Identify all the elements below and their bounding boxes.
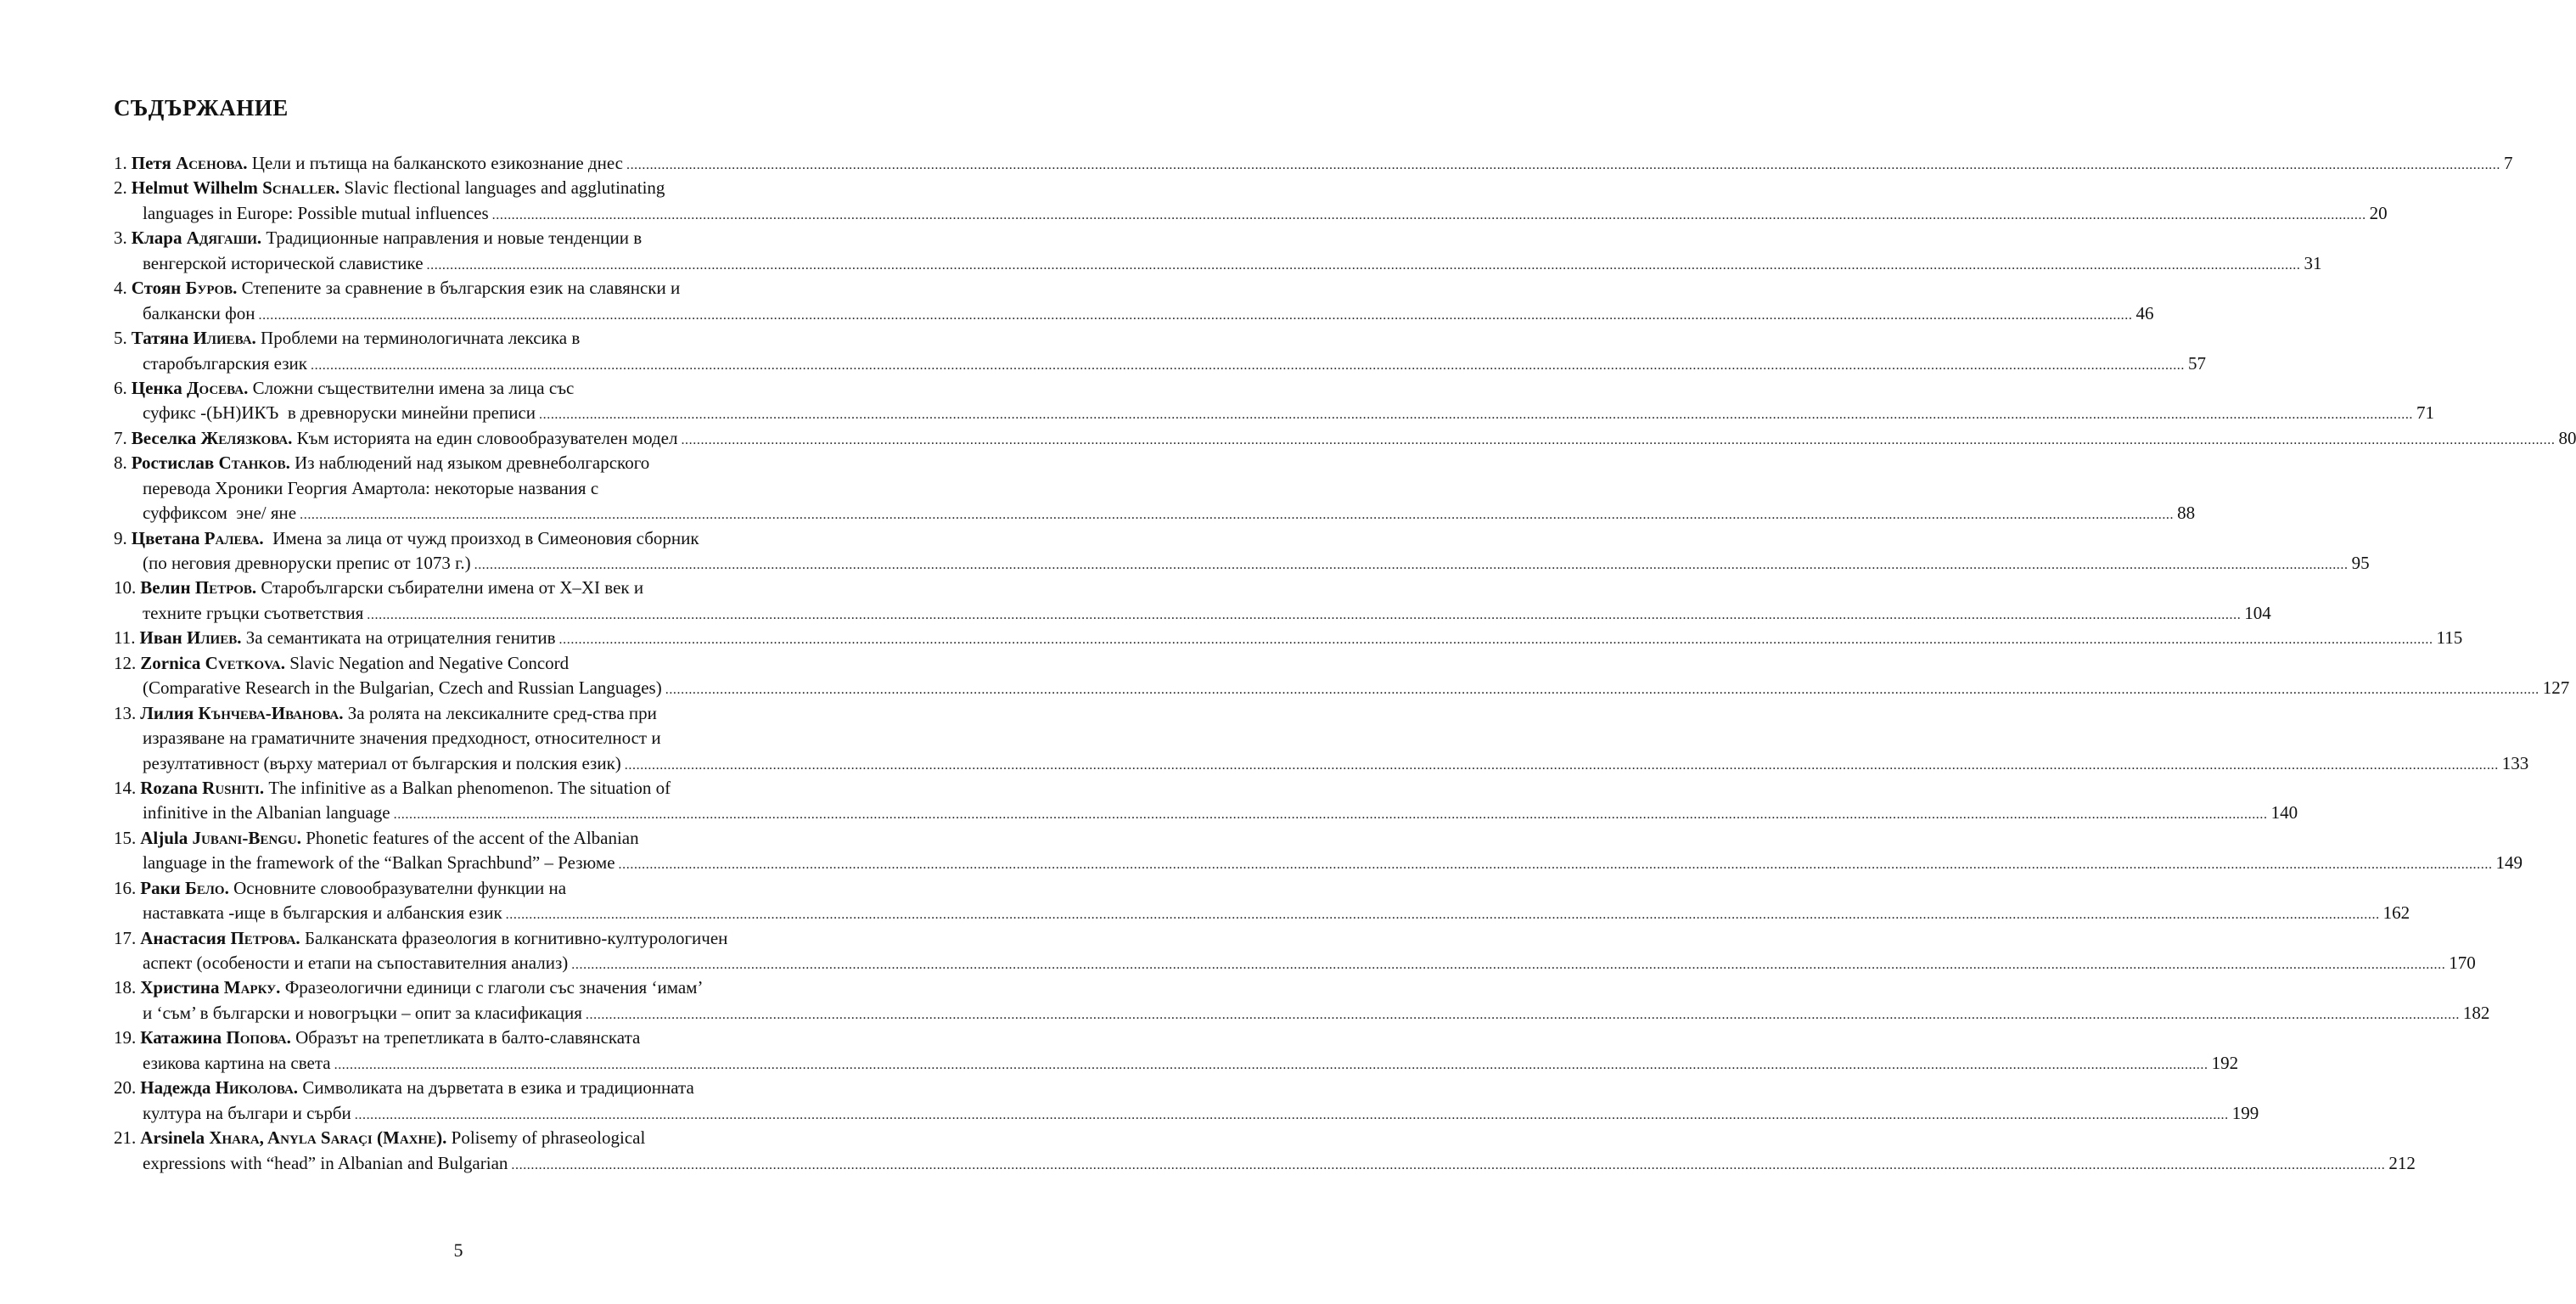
entry-title: Към историята на един словообразувателен модел xyxy=(296,427,678,448)
dot-leader: ................................................................................................................................................................................................................................................................................................................................................................................................................................................................................................ xyxy=(511,1157,2386,1172)
entry-page-number: 88 xyxy=(2177,503,2196,524)
author-first-name: Rozana xyxy=(140,777,198,798)
entry-title: Старобългарски събирателни имена от X–XI век и xyxy=(261,577,644,599)
entry-number: 18. xyxy=(114,977,137,998)
entry-title: суфикс -(ЬН)ИКЪ в древноруски минейни преписи xyxy=(143,402,536,424)
toc-line xyxy=(114,251,2322,276)
entry-title: languages in Europe: Possible mutual influences xyxy=(143,202,489,223)
author-surname: Schaller. xyxy=(262,177,340,199)
entry-title: Slavic flectional languages and agglutinating xyxy=(344,177,665,199)
entry-title: Символиката на дърветата в езика и традиционната xyxy=(302,1077,694,1099)
entry-author xyxy=(140,651,285,676)
entry-title: expressions with “head” in Albanian and Bulgarian xyxy=(143,1152,508,1173)
entry-author xyxy=(140,1026,291,1050)
author-first-name: Раки xyxy=(140,877,181,898)
toc-line xyxy=(114,1076,820,1100)
entry-title: Phonetic features of the accent of the Albanian xyxy=(306,827,639,848)
entry-title: За семантиката на отрицателния генитив xyxy=(245,627,556,649)
author-surname: Желязкова. xyxy=(200,427,293,448)
entry-author xyxy=(140,1126,446,1150)
entry-page-number: 71 xyxy=(2416,402,2435,424)
entry-author xyxy=(140,701,343,726)
entry-number: 14. xyxy=(114,777,137,798)
toc-entry xyxy=(114,151,2513,176)
toc-entry xyxy=(114,926,2476,976)
entry-number: 1. xyxy=(114,153,127,173)
author-surname: Петрова. xyxy=(230,927,300,948)
table-of-contents xyxy=(114,151,2576,1176)
dot-leader: ................................................................................................................................................................................................................................................................................................................................................................................................................................................................................................ xyxy=(258,307,2133,323)
author-first-name: Ценка xyxy=(131,377,182,398)
toc-line xyxy=(114,526,820,551)
entry-author xyxy=(132,326,256,351)
author-first-name: Надежда xyxy=(140,1077,211,1099)
dot-leader: ................................................................................................................................................................................................................................................................................................................................................................................................................................................................................................ xyxy=(626,158,2500,172)
toc-entry xyxy=(114,826,2523,876)
toc-line xyxy=(114,651,820,676)
entry-title: Имена за лица от чужд произход в Симеоновия сборник xyxy=(267,527,699,548)
entry-author xyxy=(139,626,241,650)
dot-leader: ................................................................................................................................................................................................................................................................................................................................................................................................................................................................................................ xyxy=(558,632,2433,648)
dot-leader: ................................................................................................................................................................................................................................................................................................................................................................................................................................................................................................ xyxy=(300,508,2175,523)
toc-line xyxy=(114,476,820,501)
entry-number: 12. xyxy=(114,652,137,673)
toc-line xyxy=(114,451,820,475)
toc-entry xyxy=(114,226,2322,276)
dot-leader: ................................................................................................................................................................................................................................................................................................................................................................................................................................................................................................ xyxy=(311,357,2185,373)
author-surname: Станков. xyxy=(218,452,290,474)
entry-title: техните гръцки съответствия xyxy=(143,602,364,623)
entry-number: 4. xyxy=(114,278,127,299)
toc-line xyxy=(114,1151,2416,1176)
entry-number: 10. xyxy=(114,577,137,599)
toc-line xyxy=(114,551,2370,576)
entry-title: наставката -ище в българския и албанския език xyxy=(143,902,502,924)
toc-line xyxy=(114,1126,820,1150)
author-first-name: Клара xyxy=(131,228,182,249)
entry-title: Цели и пътища на балканското езикознание днес xyxy=(251,153,623,173)
toc-line xyxy=(114,226,820,250)
toc-line xyxy=(114,601,2271,626)
entry-page-number: 182 xyxy=(2462,1002,2490,1023)
entry-number: 7. xyxy=(114,427,127,448)
entry-author xyxy=(140,876,229,901)
entry-title: Из наблюдений над языком древнеболгарского xyxy=(295,452,650,474)
toc-line xyxy=(114,151,2513,176)
entry-page-number: 46 xyxy=(2135,302,2154,323)
toc-line xyxy=(114,975,820,1000)
entry-title: Polisemy of phraseological xyxy=(451,1127,646,1149)
author-first-name: Aljula xyxy=(140,827,188,848)
toc-entry xyxy=(114,376,2435,426)
entry-title: Фразеологични единици с глаголи със значения ‘имам’ xyxy=(284,977,704,998)
dot-leader: ................................................................................................................................................................................................................................................................................................................................................................................................................................................................................................ xyxy=(539,408,2414,423)
author-surname: Бело. xyxy=(185,877,229,898)
dot-leader: ................................................................................................................................................................................................................................................................................................................................................................................................................................................................................................ xyxy=(624,757,2499,773)
entry-page-number: 140 xyxy=(2270,802,2298,823)
entry-title: и ‘съм’ в български и новогръцки – опит за класификация xyxy=(143,1002,582,1023)
dot-leader: ................................................................................................................................................................................................................................................................................................................................................................................................................................................................................................ xyxy=(571,958,2446,972)
entry-author xyxy=(140,975,280,1000)
author-surname: Rushiti. xyxy=(202,777,265,798)
toc-line xyxy=(114,876,820,901)
entry-title: За ролята на лексикалните сред-ства при xyxy=(347,702,657,723)
author-surname: Асенова. xyxy=(176,153,248,173)
author-first-name: Веселка xyxy=(131,427,197,448)
entry-number: 9. xyxy=(114,527,127,548)
entry-number: 17. xyxy=(114,927,137,948)
entry-number: 16. xyxy=(114,877,137,898)
toc-line xyxy=(114,351,2206,376)
toc-line xyxy=(114,576,820,600)
author-first-name: Helmut Wilhelm xyxy=(131,177,258,199)
entry-title: перевода Хроники Георгия Амартола: некоторые названия с xyxy=(143,477,599,498)
dot-leader: ................................................................................................................................................................................................................................................................................................................................................................................................................................................................................................ xyxy=(334,1057,2208,1072)
entry-author xyxy=(132,276,238,301)
entry-author xyxy=(132,451,290,475)
entry-page-number: 57 xyxy=(2188,352,2206,374)
entry-title: Степените за сравнение в българския език на славянски и xyxy=(241,278,681,299)
dot-leader: ................................................................................................................................................................................................................................................................................................................................................................................................................................................................................................ xyxy=(354,1107,2229,1122)
dot-leader: ................................................................................................................................................................................................................................................................................................................................................................................................................................................................................................ xyxy=(585,1007,2460,1022)
dot-leader: ................................................................................................................................................................................................................................................................................................................................................................................................................................................................................................ xyxy=(505,908,2380,923)
author-surname: Jubani-Bengu. xyxy=(192,827,301,848)
toc-entry xyxy=(114,1026,2239,1076)
entry-author xyxy=(140,576,256,600)
author-surname: Марку. xyxy=(223,977,281,998)
toc-line xyxy=(114,1051,2239,1076)
entry-page-number: 212 xyxy=(2388,1152,2416,1173)
toc-line xyxy=(114,926,820,951)
entry-title: (Comparative Research in the Bulgarian, Czech and Russian Languages) xyxy=(143,677,662,699)
toc-line xyxy=(114,851,2523,875)
toc-line xyxy=(114,751,2529,776)
entry-author xyxy=(132,376,249,401)
entry-page-number: 31 xyxy=(2304,252,2322,273)
author-first-name: Петя xyxy=(131,153,171,173)
author-first-name: Zornica xyxy=(140,652,201,673)
toc-entry xyxy=(114,576,2271,626)
dot-leader: ................................................................................................................................................................................................................................................................................................................................................................................................................................................................................................ xyxy=(426,257,2301,273)
entry-author xyxy=(132,426,293,451)
author-surname: Николова. xyxy=(215,1077,299,1099)
author-first-name: Христина xyxy=(140,977,220,998)
entry-title: старобългарския език xyxy=(143,352,307,374)
entry-author xyxy=(140,1076,298,1100)
entry-author xyxy=(132,226,261,250)
toc-line xyxy=(114,901,2410,925)
author-surname: Буров. xyxy=(185,278,238,299)
dot-leader: ................................................................................................................................................................................................................................................................................................................................................................................................................................................................................................ xyxy=(681,432,2556,447)
toc-line xyxy=(114,176,820,200)
dot-leader: ................................................................................................................................................................................................................................................................................................................................................................................................................................................................................................ xyxy=(367,607,2242,622)
toc-line xyxy=(114,276,820,301)
entry-number: 5. xyxy=(114,328,127,349)
entry-title: балкански фон xyxy=(143,302,255,323)
entry-title: суффиксом эне/ яне xyxy=(143,503,297,524)
author-first-name: Стоян xyxy=(131,278,182,299)
entry-author xyxy=(140,926,300,951)
entry-number: 20. xyxy=(114,1077,137,1099)
toc-entry xyxy=(114,451,2196,526)
entry-title: аспект (особености и етапи на съпоставителния анализ) xyxy=(143,953,569,973)
entry-title: Традиционные направления и новые тенденции в xyxy=(266,228,643,249)
entry-page-number: 133 xyxy=(2501,752,2529,773)
toc-entry xyxy=(114,626,2463,650)
author-surname: Cvetkova. xyxy=(205,652,285,673)
dot-leader: ................................................................................................................................................................................................................................................................................................................................................................................................................................................................................................ xyxy=(474,558,2349,572)
entry-number: 13. xyxy=(114,702,137,723)
author-first-name: Татяна xyxy=(131,328,189,349)
author-surname: Петров. xyxy=(194,577,257,599)
toc-entry xyxy=(114,526,2370,576)
toc-entry xyxy=(114,975,2490,1026)
author-first-name: Цветана xyxy=(131,527,200,548)
author-surname: Илиев. xyxy=(187,627,242,649)
author-surname: Адягаши. xyxy=(186,228,262,249)
toc-line xyxy=(114,801,2298,825)
author-first-name: Велин xyxy=(140,577,191,599)
entry-page-number: 95 xyxy=(2351,553,2370,573)
entry-page-number: 170 xyxy=(2449,953,2476,973)
entry-author xyxy=(140,826,301,851)
entry-author xyxy=(132,526,264,551)
author-first-name: Анастасия xyxy=(140,927,227,948)
entry-page-number: 127 xyxy=(2542,677,2570,699)
toc-line xyxy=(114,951,2476,975)
toc-entry xyxy=(114,876,2410,926)
page-number: 5 xyxy=(453,1239,463,1261)
toc-line xyxy=(114,1101,2259,1126)
entry-number: 19. xyxy=(114,1027,137,1048)
entry-title: езикова картина на света xyxy=(143,1052,331,1073)
entry-number: 6. xyxy=(114,377,127,398)
entry-number: 3. xyxy=(114,228,127,249)
entry-page-number: 20 xyxy=(2369,202,2388,223)
toc-line xyxy=(114,726,820,750)
toc-entry xyxy=(114,426,2576,451)
toc-line xyxy=(114,1026,820,1050)
toc-line xyxy=(114,626,2463,650)
author-first-name: Лилия xyxy=(140,702,194,723)
toc-line xyxy=(114,826,820,851)
toc-line xyxy=(114,401,2435,425)
toc-entry xyxy=(114,651,2570,701)
entry-number: 8. xyxy=(114,452,127,474)
dot-leader: ................................................................................................................................................................................................................................................................................................................................................................................................................................................................................................ xyxy=(665,683,2540,698)
dot-leader: ................................................................................................................................................................................................................................................................................................................................................................................................................................................................................................ xyxy=(491,207,2366,222)
author-surname: Ралева. xyxy=(204,527,264,548)
entry-page-number: 115 xyxy=(2436,627,2463,649)
entry-title: The infinitive as a Balkan phenomenon. The situation of xyxy=(268,777,671,798)
entry-title: Проблеми на терминологичната лексика в xyxy=(261,328,581,349)
toc-entry xyxy=(114,326,2206,376)
toc-line xyxy=(114,376,820,401)
entry-title: Основните словообразувателни функции на xyxy=(233,877,567,898)
entry-title: резултативност (върху материал от българския и полския език) xyxy=(143,752,621,773)
author-surname: Досева. xyxy=(187,377,249,398)
toc-title: СЪДЪРЖАНИЕ xyxy=(114,95,289,121)
entry-title: (по неговия древноруски препис от 1073 г.) xyxy=(143,553,471,573)
toc-line xyxy=(114,426,2576,451)
toc-line xyxy=(114,1001,2490,1026)
toc-line xyxy=(114,201,2388,226)
toc-line xyxy=(114,676,2570,700)
entry-title: култура на българи и сърби xyxy=(143,1102,351,1123)
author-surname: Попова. xyxy=(226,1027,291,1048)
entry-page-number: 162 xyxy=(2382,902,2410,924)
entry-title: Slavic Negation and Negative Concord xyxy=(289,652,570,673)
toc-line xyxy=(114,301,2154,326)
entry-title: Балканската фразеология в когнитивно-културологичен xyxy=(304,927,728,948)
entry-page-number: 199 xyxy=(2231,1102,2259,1123)
author-first-name: Иван xyxy=(139,627,182,649)
toc-line xyxy=(114,501,2196,526)
author-first-name: Arsinela xyxy=(140,1127,205,1149)
toc-entry xyxy=(114,1076,2259,1126)
toc-entry xyxy=(114,176,2388,226)
toc-entry xyxy=(114,701,2529,776)
author-first-name: Ростислав xyxy=(131,452,215,474)
entry-author xyxy=(132,176,340,200)
entry-title: изразяване на граматичните значения предходност, относителност и xyxy=(143,728,661,749)
toc-line xyxy=(114,701,820,726)
entry-page-number: 104 xyxy=(2244,602,2271,623)
entry-title: infinitive in the Albanian language xyxy=(143,802,390,823)
entry-page-number: 149 xyxy=(2495,852,2523,874)
toc-entry xyxy=(114,776,2298,826)
toc-line xyxy=(114,326,820,351)
dot-leader: ................................................................................................................................................................................................................................................................................................................................................................................................................................................................................................ xyxy=(618,857,2493,873)
dot-leader: ................................................................................................................................................................................................................................................................................................................................................................................................................................................................................................ xyxy=(393,807,2268,823)
toc-entry xyxy=(114,276,2154,326)
entry-page-number: 7 xyxy=(2503,153,2513,173)
entry-title: Образът на трепетликата в балто-славянската xyxy=(295,1027,641,1048)
author-surname: Илиева. xyxy=(193,328,256,349)
entry-number: 2. xyxy=(114,177,127,199)
entry-title: венгерской исторической славистике xyxy=(143,252,424,273)
entry-title: language in the framework of the “Balkan Sprachbund” – Резюме xyxy=(143,852,615,874)
entry-author xyxy=(132,151,248,176)
toc-line xyxy=(114,776,820,801)
entry-number: 15. xyxy=(114,827,137,848)
entry-number: 11. xyxy=(114,627,136,649)
author-surname: Кънчева-Иванова. xyxy=(198,702,344,723)
entry-title: Сложни съществителни имена за лица със xyxy=(252,377,575,398)
entry-number: 21. xyxy=(114,1127,137,1149)
entry-page-number: 80 xyxy=(2558,427,2576,448)
toc-entry xyxy=(114,1126,2416,1176)
entry-author xyxy=(140,776,264,801)
author-first-name: Катажина xyxy=(140,1027,222,1048)
author-surname: Xhara, Anyla Saraçi (Maxhe). xyxy=(209,1127,447,1149)
entry-page-number: 192 xyxy=(2211,1052,2239,1073)
